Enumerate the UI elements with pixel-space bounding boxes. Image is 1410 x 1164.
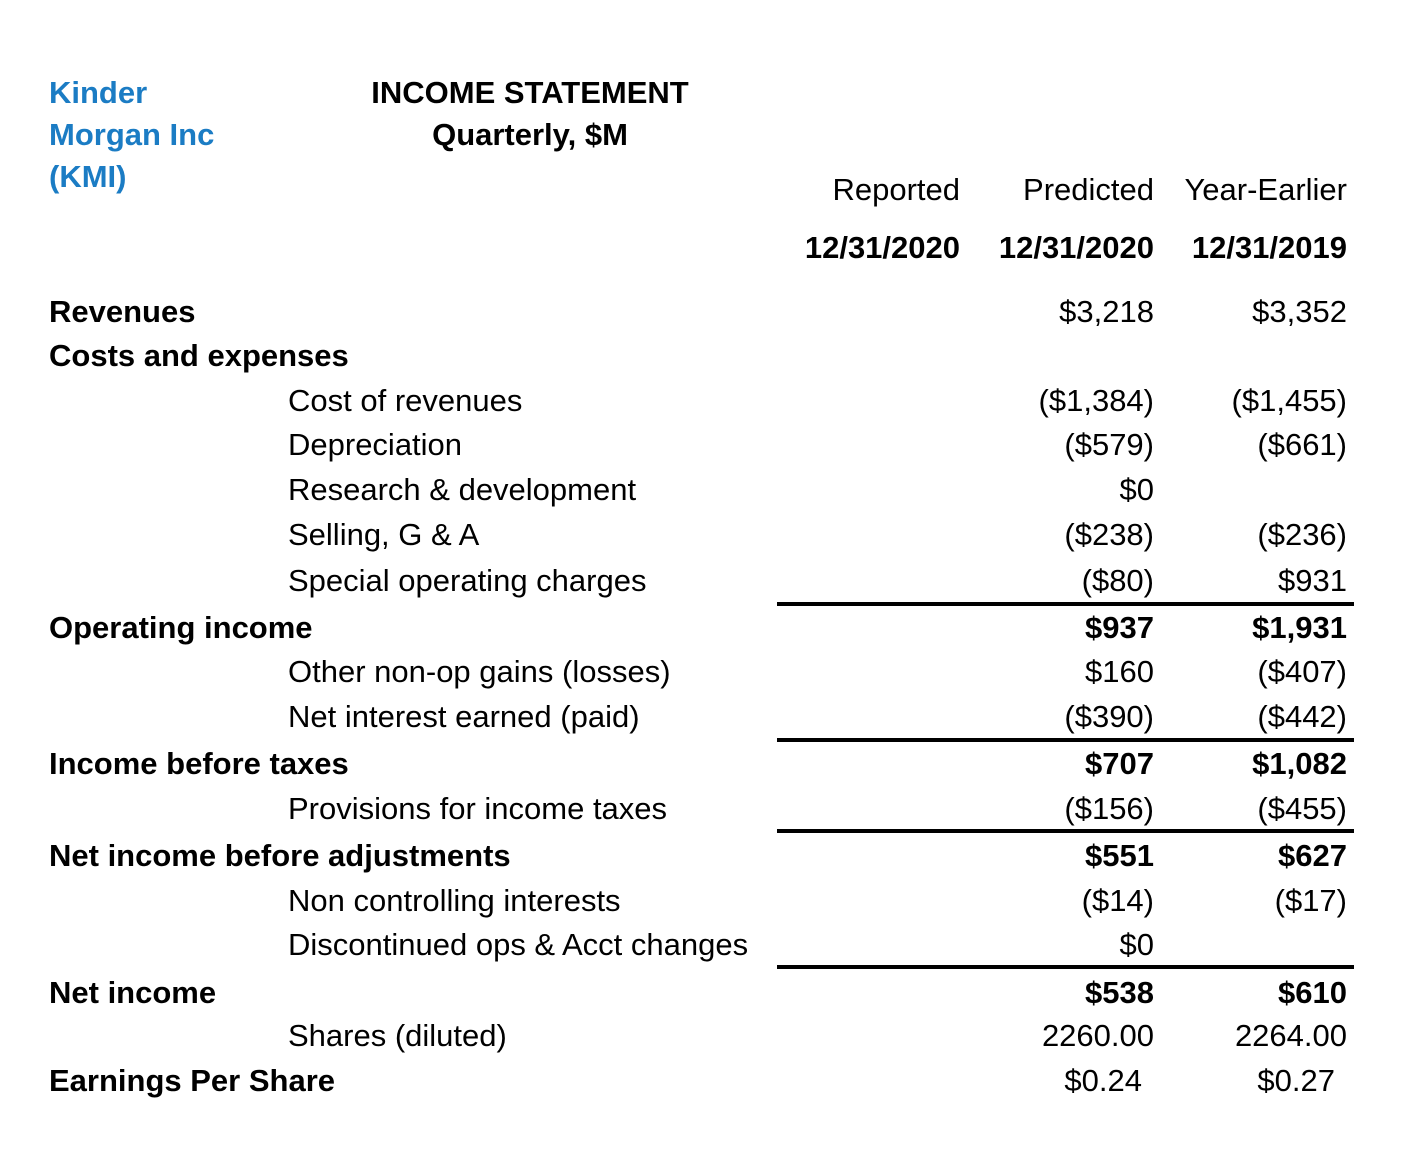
- row-label-costs-and-expenses: Costs and expenses: [49, 338, 349, 373]
- column-header-year-earlier: Year-Earlier: [1184, 172, 1347, 207]
- column-header-reported: Reported: [832, 172, 960, 207]
- row-label-non-controlling-interests: Non controlling interests: [288, 883, 621, 918]
- row-label-net-income: Net income: [49, 975, 217, 1010]
- value-income-before-taxes-predicted: $707: [1085, 746, 1154, 781]
- row-label-net-income-before-adjustments: Net income before adjustments: [49, 838, 511, 873]
- value-shares-diluted-predicted: 2260.00: [1041, 1018, 1154, 1053]
- subtotal-rule: [777, 965, 1354, 969]
- value-cost-of-revenues-predicted: ($1,384): [1038, 383, 1154, 418]
- column-header-predicted: Predicted: [1023, 172, 1154, 207]
- row-label-other-non-op-gains: Other non-op gains (losses): [288, 654, 671, 689]
- row-label-special-operating-charges: Special operating charges: [288, 563, 647, 598]
- value-cost-of-revenues-year-earlier: ($1,455): [1231, 383, 1347, 418]
- company-name-line1: Kinder: [49, 75, 148, 110]
- subtotal-rule: [777, 738, 1354, 742]
- value-non-controlling-interests-year-earlier: ($17): [1274, 883, 1347, 918]
- row-label-provisions-income-taxes: Provisions for income taxes: [288, 791, 668, 826]
- row-label-selling-ga: Selling, G & A: [288, 517, 480, 552]
- row-label-earnings-per-share: Earnings Per Share: [49, 1063, 336, 1098]
- value-shares-diluted-year-earlier: 2264.00: [1234, 1018, 1347, 1053]
- value-eps-year-earlier: $0.27: [1257, 1063, 1335, 1098]
- value-other-non-op-gains-year-earlier: ($407): [1257, 654, 1347, 689]
- value-research-development-predicted: $0: [1119, 472, 1154, 507]
- value-special-operating-charges-predicted: ($80): [1081, 563, 1154, 598]
- value-net-interest-year-earlier: ($442): [1257, 699, 1347, 734]
- value-eps-predicted: $0.24: [1064, 1063, 1142, 1098]
- statement-subtitle: Quarterly, $M: [432, 117, 628, 152]
- value-special-operating-charges-year-earlier: $931: [1278, 563, 1347, 598]
- value-net-income-year-earlier: $610: [1278, 975, 1347, 1010]
- value-income-before-taxes-year-earlier: $1,082: [1252, 746, 1347, 781]
- value-net-income-before-adjustments-predicted: $551: [1085, 838, 1154, 873]
- value-operating-income-year-earlier: $1,931: [1252, 610, 1347, 645]
- value-provisions-income-taxes-predicted: ($156): [1064, 791, 1154, 826]
- company-name-line2: Morgan Inc: [49, 117, 215, 152]
- row-label-shares-diluted: Shares (diluted): [288, 1018, 507, 1053]
- subtotal-rule: [777, 829, 1354, 833]
- statement-title: [345, 72, 715, 156]
- value-depreciation-year-earlier: ($661): [1257, 427, 1347, 462]
- value-discontinued-ops-predicted: $0: [1119, 927, 1154, 962]
- column-date-year-earlier: 12/31/2019: [1191, 230, 1347, 265]
- row-label-discontinued-ops: Discontinued ops & Acct changes: [288, 927, 749, 962]
- row-label-research-development: Research & development: [288, 472, 637, 507]
- value-other-non-op-gains-predicted: $160: [1085, 654, 1154, 689]
- company-name: [49, 72, 214, 198]
- value-revenues-predicted: $3,218: [1059, 294, 1154, 329]
- value-selling-ga-predicted: ($238): [1064, 517, 1154, 552]
- row-label-revenues: Revenues: [49, 294, 196, 329]
- statement-title-line1: INCOME STATEMENT: [371, 75, 689, 110]
- value-net-income-before-adjustments-year-earlier: $627: [1278, 838, 1347, 873]
- subtotal-rule: [777, 602, 1354, 606]
- value-provisions-income-taxes-year-earlier: ($455): [1257, 791, 1347, 826]
- company-ticker: (KMI): [49, 159, 127, 194]
- value-non-controlling-interests-predicted: ($14): [1081, 883, 1154, 918]
- value-selling-ga-year-earlier: ($236): [1257, 517, 1347, 552]
- column-date-reported: 12/31/2020: [804, 230, 960, 265]
- row-label-net-interest: Net interest earned (paid): [288, 699, 640, 734]
- value-operating-income-predicted: $937: [1085, 610, 1154, 645]
- row-label-income-before-taxes: Income before taxes: [49, 746, 349, 781]
- value-net-interest-predicted: ($390): [1064, 699, 1154, 734]
- value-revenues-year-earlier: $3,352: [1252, 294, 1347, 329]
- row-label-depreciation: Depreciation: [288, 427, 463, 462]
- value-net-income-predicted: $538: [1085, 975, 1154, 1010]
- row-label-cost-of-revenues: Cost of revenues: [288, 383, 523, 418]
- column-date-predicted: 12/31/2020: [998, 230, 1154, 265]
- row-label-operating-income: Operating income: [49, 610, 313, 645]
- value-depreciation-predicted: ($579): [1064, 427, 1154, 462]
